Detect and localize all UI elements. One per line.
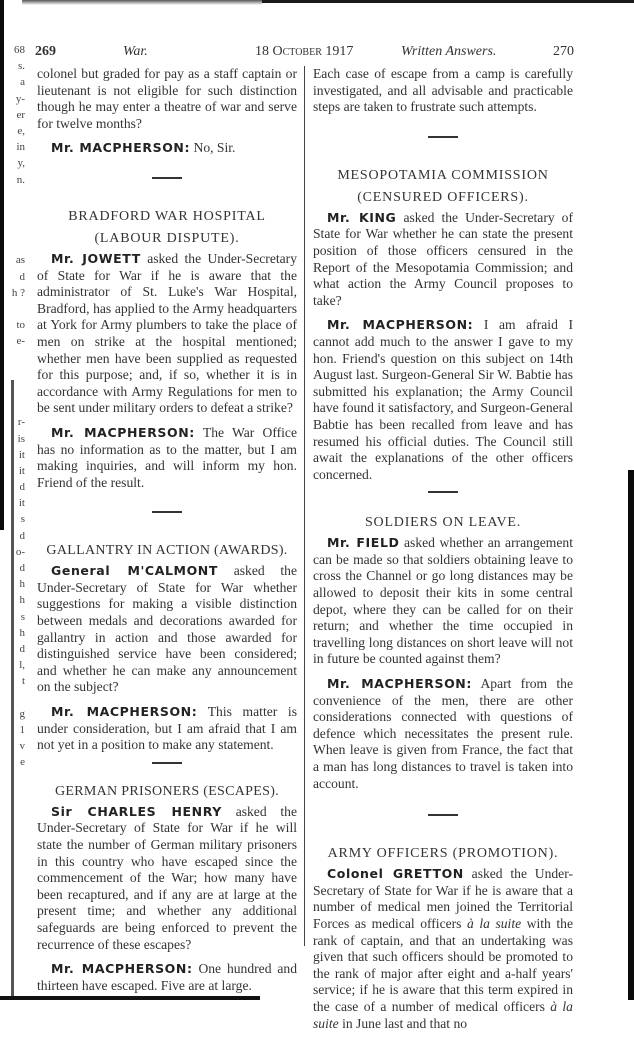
answer-paragraph [313,317,573,483]
left-column [37,66,297,1002]
section-heading: GERMAN PRISONERS (ESCAPES). [55,783,279,799]
answer-text: This matter is under consideration, but I am afraid that I am not yet in a position to make any statement. [37,704,297,753]
answer-text: I am afraid I cannot add much to the answer I gave to my hon. Friend's question on this subject on 14th August last. Surgeon-General Sir W. Babtie has submitted his explanation; the Army Council have found it satisfactory, and Surgeon-General Babtie has been recalled from leave and has resumed his official duties. The Council still await the explanations of the other officers concerned. [313,317,573,482]
margin-fragment [3,204,25,220]
answer-text: Apart from the convenience of the men, there are other considerations connected with questions of defence which necessitates the present rule. When leave is given from France, the fact that a man has long distances to travel is taken into account. [313,676,573,791]
speaker-name: Mr. KING [327,209,397,225]
margin-fragment [3,188,25,204]
margin-fragment: as [15,254,25,267]
continuation-text: colonel but graded for pay as a staff captain or lieutenant is not eligible for such distinction though he may enter a theatre of war and serve for twelve months? [37,66,297,131]
margin-fragment: s. [17,60,25,73]
section-rule [428,136,458,138]
margin-fragment: d [19,562,25,574]
scan-shadow [22,0,262,5]
margin-fragment [3,236,25,252]
speaker-name: Mr. MACPHERSON: [51,140,191,156]
question-paragraph [313,866,573,1032]
margin-fragment: it [18,464,25,477]
margin-fragment: e, [17,124,25,137]
speaker-name: Mr. JOWETT [51,250,141,266]
question-text: asked the Under-Secretary of State for War whether he can state the present position of those officers censured in the Report of the Mesopotamia Commission; and what action the Army Council proposes to take? [313,209,574,308]
section-rule [152,511,182,513]
margin-fragment: 68 [14,44,25,56]
margin-fragment: a [20,76,25,89]
section-subheading: (CENSURED OFFICERS). [357,189,529,205]
question-paragraph [37,563,297,696]
question-text: asked whether an arrangement can be made so that soldiers obtaining leave to cross the Channel or go long distances may be allowed to deposit their kits in some central depot, where they can be called for on their return; and whether the time occupied in travelling long distances on short leave will not in future be counted against them? [313,535,573,667]
italic-phrase: à la suite [467,915,522,931]
right-column [313,66,573,1040]
section-heading: SOLDIERS ON LEAVE. [364,515,522,531]
question-paragraph [37,804,297,953]
question-text: asked the Under-Secretary of State for War if he will state the number of German military prisoners in this country who have escaped since the commencement of the War; how many have been recaptured, and if any are at large at the present time; and whether any additional safeguards are being enforced to prevent the recurrence of these escapes? [37,803,297,952]
margin-fragment: n. [16,173,25,186]
question-paragraph [313,210,573,310]
right-running-title: Written Answers. [401,44,497,59]
section-heading: GALLANTRY IN ACTION (AWARDS). [46,543,288,559]
margin-fragment [3,220,25,236]
margin-fragment: 1 [19,723,25,736]
question-paragraph [313,535,573,668]
margin-fragment: d [19,642,25,655]
question-text: asked the Under-Secretary of State for War if he is aware that a number of medical men joined the Territorial Forces as medical officers [313,866,573,931]
margin-fragment: d [19,481,25,494]
italic-phrase: à la suite [313,998,573,1031]
speaker-name: Mr. MACPHERSON: [51,704,198,720]
margin-fragment: l, [19,659,25,672]
question-text: in June last and that no [338,1015,468,1031]
margin-fragment [3,350,25,366]
margin-fragment [3,301,25,317]
previous-page-fragments [3,42,25,770]
section-rule [428,491,458,493]
answer-text: The War Office has no information as to the matter, but I am making inquiries, and will inform my hon. Friend of the result. [37,424,297,490]
running-header [35,44,575,62]
margin-fragment: in [16,141,25,154]
section-bradford-war-hospital [37,207,297,491]
speaker-name: Sir CHARLES HENRY [51,803,222,819]
margin-fragment: to [16,319,25,332]
margin-fragment: er [16,108,25,121]
margin-fragment: e [20,756,25,769]
margin-fragment: y- [15,92,25,105]
margin-fragment: o- [15,545,25,558]
margin-fragment: s [20,513,25,526]
answer-text: One hundred and thirteen have escaped. Five are at large. [37,961,297,993]
section-german-prisoners [37,782,297,995]
margin-fragment: d [19,529,25,542]
answer-paragraph [37,140,297,157]
section-rule [152,762,182,764]
speaker-name: Mr. MACPHERSON: [51,961,193,977]
answer-paragraph [37,425,297,491]
margin-fragment: g [19,707,25,720]
margin-fragment: v [19,740,25,753]
margin-fragment: h [19,626,25,639]
margin-fragment [3,382,25,398]
header-date: 18 October 1917 [255,44,354,59]
margin-fragment: t [21,675,25,688]
section-subheading: (LABOUR DISPUTE). [94,230,240,246]
answer-paragraph [37,961,297,994]
margin-fragment: r- [17,416,25,429]
speaker-name: General M'CALMONT [51,563,218,579]
margin-fragment [3,366,25,382]
margin-fragment: s [20,610,25,623]
question-text: asked the Under-Secretary of State for War whether suggestions for making a visible distinction between medals and decorations awarded for gallantry in action and those awarded for distinguished service have been considered; and whether he can make any announcement on the subject? [37,563,297,695]
section-rule [428,814,458,816]
scan-edge-right [628,470,634,1000]
margin-fragment: h ? [11,286,25,299]
continuation-text: Each case of escape from a camp is carefully investigated, and all advisable and practicable steps are taken to frustrate such attempts. [313,66,573,115]
question-paragraph [37,251,297,417]
left-page-number: 269 [35,44,56,59]
answer-text: No, Sir. [193,140,236,156]
margin-fragment: it [18,497,25,510]
margin-fragment [3,690,25,706]
section-mesopotamia-commission [313,166,573,484]
margin-fragment [3,398,25,414]
section-rule [152,177,182,179]
speaker-name: Mr. MACPHERSON: [327,676,472,692]
margin-fragment: y, [17,157,25,170]
answer-paragraph [37,704,297,754]
margin-fragment: e- [16,335,25,348]
margin-fragment: d [19,270,25,283]
section-heading: BRADFORD WAR HOSPITAL [68,208,266,224]
section-heading: ARMY OFFICERS (PROMOTION). [327,846,559,862]
margin-fragment: it [18,448,25,461]
answer-paragraph [313,676,573,792]
column-divider [304,66,305,946]
question-text: asked the Under-Secretary of State for War if he is aware that the administrator of St. Luke's War Hospital, Bradford, has applied to the Army headquarters at York for Army plumbers to take the place of men on strike at the hospital mentioned; whether men have been supplied as requested for this purpose; and, if so, whether it is in accordance with Army Regulations for men to be sent under military orders to defeat a strike? [37,250,297,416]
speaker-name: Mr. MACPHERSON: [51,424,195,440]
section-heading: MESOPOTAMIA COMMISSION [337,167,549,183]
right-page-number: 270 [553,44,574,59]
speaker-name: Colonel GRETTON [327,866,464,882]
section-soldiers-on-leave [313,513,573,792]
margin-fragment: h [19,578,25,591]
section-gallantry-in-action [37,541,297,754]
speaker-name: Mr. FIELD [327,535,400,551]
margin-fragment: is [17,432,25,445]
section-army-officers-promotion [313,844,573,1032]
speaker-name: Mr. MACPHERSON: [327,317,474,333]
margin-fragment: h [19,594,25,607]
question-text: with the rank of captain, and that an undertaking was given that such officers should be promoted to the rank of major after eight and a-half years' service; if he is aware that this term expired in the case of a number of medical officers [313,915,573,1014]
left-running-title: War. [123,44,148,59]
